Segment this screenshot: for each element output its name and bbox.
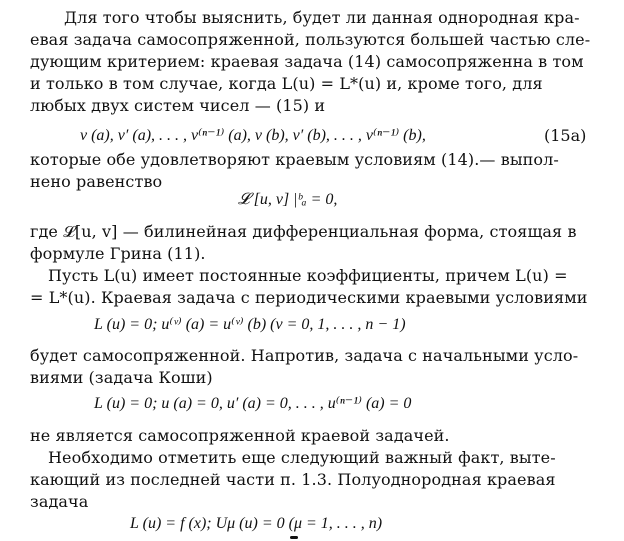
text-line: задача	[30, 492, 89, 511]
text-line: Пусть L(u) имеет постоянные коэффициенты, причем L(u) =	[48, 266, 568, 285]
equation-bilinear: 𝓛 [u, v] |ᵇₐ = 0,	[238, 191, 338, 208]
text-line: где 𝓛[u, v] — билинейная дифференциальная форма, стоящая в	[30, 222, 577, 241]
equation-halfhom: L (u) = f (x); Uμ (u) = 0 (μ = 1, . . . , n)	[130, 515, 383, 532]
equation-15a: v (a), v′ (a), . . . , v⁽ⁿ⁻¹⁾ (a), v (b), v′ (b), . . . , v⁽ⁿ⁻¹⁾ (b),	[80, 127, 426, 144]
text-line: = L*(u). Краевая задача с периодическими краевыми условиями	[30, 288, 588, 307]
text-line: дующим критерием: краевая задача (14) самосопряженна в том	[30, 52, 584, 71]
text-line: Для того чтобы выяснить, будет ли данная однородная кра-	[64, 8, 580, 27]
text-line: и только в том случае, когда L(u) = L*(u) и, кроме того, для	[30, 74, 543, 93]
text-line: будет самосопряженной. Напротив, задача с начальными усло-	[30, 346, 579, 365]
text-line: формуле Грина (11).	[30, 244, 206, 263]
equation-periodic: L (u) = 0; u⁽ᵛ⁾ (a) = u⁽ᵛ⁾ (b) (ν = 0, 1, . . . , n − 1)	[94, 316, 406, 333]
text-line: нено равенство	[30, 172, 163, 191]
page-fragment-mark	[290, 536, 298, 539]
text-line: которые обе удовлетворяют краевым условиям (14).— выпол-	[30, 150, 559, 169]
equation-cauchy: L (u) = 0; u (a) = 0, u′ (a) = 0, . . . , u⁽ⁿ⁻¹⁾ (a) = 0	[94, 395, 412, 412]
text-line: кающий из последней части п. 1.3. Полуоднородная краевая	[30, 470, 556, 489]
text-line: евая задача самосопряженной, пользуются большей частью сле-	[30, 30, 591, 49]
text-line: не является самосопряженной краевой задачей.	[30, 426, 450, 445]
equation-tag: (15a)	[544, 126, 587, 145]
text-line: любых двух систем чисел — (15) и	[30, 96, 326, 115]
text-line: виями (задача Коши)	[30, 368, 213, 387]
text-line: Необходимо отметить еще следующий важный факт, выте-	[48, 448, 556, 467]
